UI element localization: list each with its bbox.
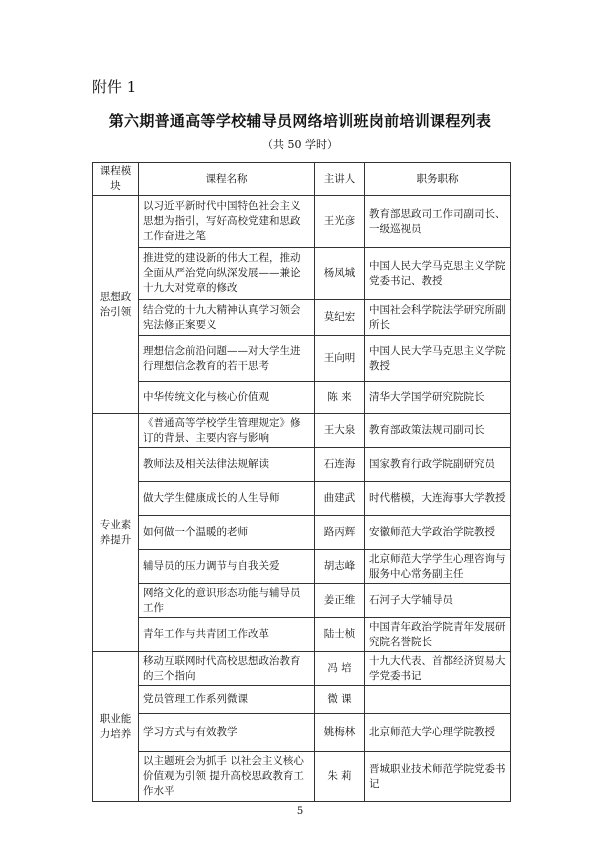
table-header-row (93, 163, 511, 196)
course-cell: 党员管理工作系列微课 (139, 686, 315, 714)
lecturer-cell: 王大泉 (315, 414, 365, 448)
lecturer-cell: 陈 来 (315, 382, 365, 414)
course-cell: 理想信念前沿问题——对大学生进行理想信念教育的若干思考 (139, 336, 315, 382)
table-row (93, 584, 511, 618)
course-table (92, 162, 511, 802)
table-row (93, 550, 511, 584)
position-cell: 晋城职业技术师范学院党委书记 (365, 752, 511, 802)
course-cell: 结合党的十九大精神认真学习领会宪法修正案要义 (139, 300, 315, 336)
lecturer-cell: 朱 莉 (315, 752, 365, 802)
table-row (93, 482, 511, 516)
header-position: 职务职称 (365, 163, 511, 196)
table-row (93, 618, 511, 652)
document-subtitle: （共 50 学时） (262, 138, 338, 151)
course-cell: 青年工作与共青团工作改革 (139, 618, 315, 652)
page-number: 5 (296, 806, 304, 817)
course-cell: 如何做一个温暖的老师 (139, 516, 315, 550)
table-row (93, 714, 511, 752)
lecturer-cell: 胡志峰 (315, 550, 365, 584)
position-cell: 时代楷模，大连海事大学教授 (365, 482, 511, 516)
position-cell: 教育部政策法规司副司长 (365, 414, 511, 448)
course-cell: 《普通高等学校学生管理规定》修订的背景、主要内容与影响 (139, 414, 315, 448)
table-row (93, 196, 511, 248)
lecturer-cell: 石连海 (315, 448, 365, 482)
lecturer-cell: 王向明 (315, 336, 365, 382)
table-row (93, 686, 511, 714)
course-cell: 教师法及相关法律法规解读 (139, 448, 315, 482)
document-title: 第六期普通高等学校辅导员网络培训班岗前培训课程列表 (108, 112, 492, 130)
position-cell: 中国人民大学马克思主义学院教授 (365, 336, 511, 382)
lecturer-cell: 莫纪宏 (315, 300, 365, 336)
position-cell: 十九大代表、首都经济贸易大学党委书记 (365, 652, 511, 686)
lecturer-cell: 路丙辉 (315, 516, 365, 550)
position-cell: 北京师范大学心理学院教授 (365, 714, 511, 752)
position-cell: 清华大学国学研究院院长 (365, 382, 511, 414)
position-cell (365, 686, 511, 714)
course-cell: 网络文化的意识形态功能与辅导员工作 (139, 584, 315, 618)
position-cell: 安徽师范大学政治学院教授 (365, 516, 511, 550)
position-cell: 国家教育行政学院副研究员 (365, 448, 511, 482)
position-cell: 教育部思政司工作司副司长、一级巡视员 (365, 196, 511, 248)
lecturer-cell: 杨凤城 (315, 248, 365, 300)
course-cell: 做大学生健康成长的人生导师 (139, 482, 315, 516)
lecturer-cell: 冯 培 (315, 652, 365, 686)
course-cell: 学习方式与有效教学 (139, 714, 315, 752)
table-row (93, 382, 511, 414)
table-row (93, 336, 511, 382)
lecturer-cell: 姚梅林 (315, 714, 365, 752)
course-cell: 推进党的建设新的伟大工程，推动全面从严治党向纵深发展——兼论十九大对党章的修改 (139, 248, 315, 300)
position-cell: 中国人民大学马克思主义学院党委书记、教授 (365, 248, 511, 300)
header-module: 课程模块 (93, 163, 139, 196)
course-cell: 中华传统文化与核心价值观 (139, 382, 315, 414)
module-cell: 思想政治引领 (93, 196, 139, 414)
table-row (93, 516, 511, 550)
table-row (93, 300, 511, 336)
table-row (93, 652, 511, 686)
header-course: 课程名称 (139, 163, 315, 196)
lecturer-cell: 王光彦 (315, 196, 365, 248)
header-lecturer: 主讲人 (315, 163, 365, 196)
position-cell: 中国青年政治学院青年发展研究院名誉院长 (365, 618, 511, 652)
course-cell: 以主题班会为抓手 以社会主义核心价值观为引领 提升高校思政教育工作水平 (139, 752, 315, 802)
module-cell: 专业素养提升 (93, 414, 139, 652)
course-cell: 辅导员的压力调节与自我关爱 (139, 550, 315, 584)
module-cell: 职业能力培养 (93, 652, 139, 802)
position-cell: 北京师范大学学生心理咨询与服务中心常务副主任 (365, 550, 511, 584)
table-row (93, 248, 511, 300)
position-cell: 石河子大学辅导员 (365, 584, 511, 618)
table-row (93, 414, 511, 448)
lecturer-cell: 微 课 (315, 686, 365, 714)
attachment-label: 附件 1 (92, 78, 137, 96)
course-cell: 移动互联网时代高校思想政治教育的三个指向 (139, 652, 315, 686)
table-row (93, 448, 511, 482)
lecturer-cell: 陆士桢 (315, 618, 365, 652)
position-cell: 中国社会科学院法学研究所副所长 (365, 300, 511, 336)
lecturer-cell: 姜正维 (315, 584, 365, 618)
table-row (93, 752, 511, 802)
course-cell: 以习近平新时代中国特色社会主义思想为指引，写好高校党建和思政工作奋进之笔 (139, 196, 315, 248)
lecturer-cell: 曲建武 (315, 482, 365, 516)
